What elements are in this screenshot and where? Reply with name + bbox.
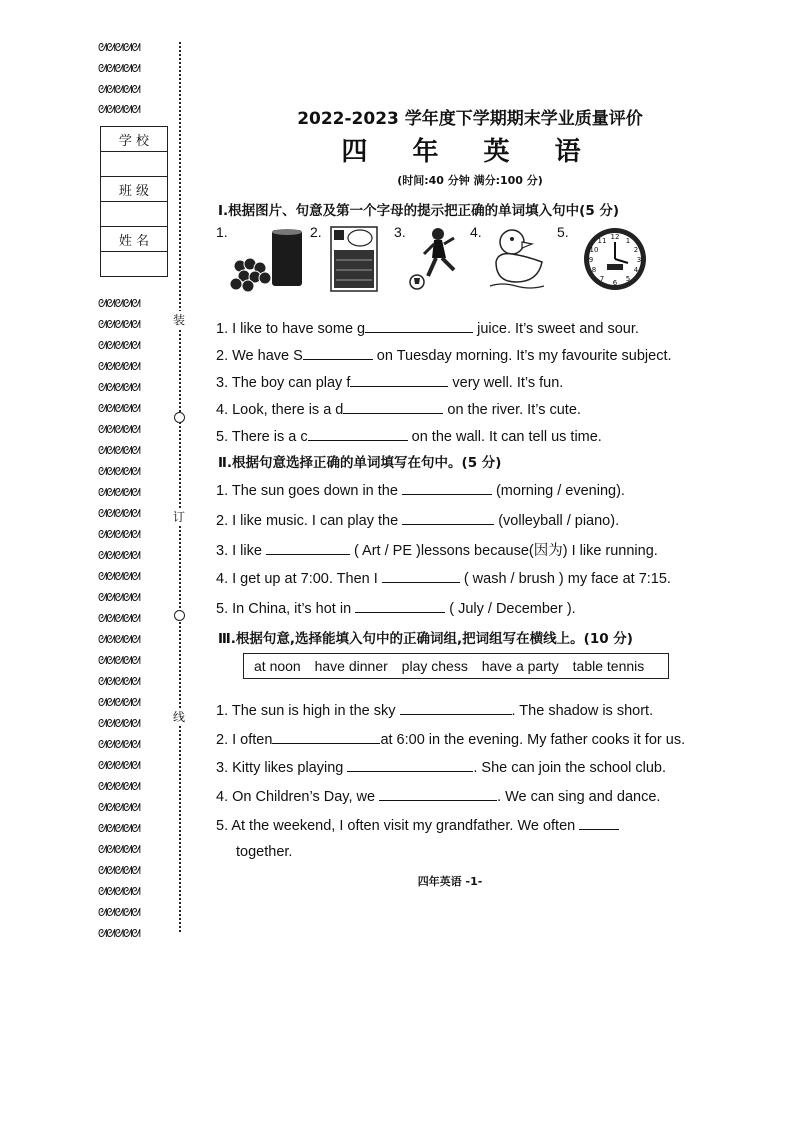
s2-question-2: 2. I like music. I can play the (volleyball / piano). [216, 510, 619, 529]
s3-question-3: 3. Kitty likes playing . She can join the school club. [216, 757, 666, 776]
s1-question-1: 1. I like to have some g juice. It’s sweet and sour. [216, 318, 639, 337]
wave-decoration: ᘛᘛᘛᘛᘛ [98, 465, 140, 478]
picture-number: 5. [557, 224, 569, 240]
word-bank-item: table tennis [572, 658, 645, 674]
schedule-icon [330, 226, 378, 297]
wave-decoration: ᘛᘛᘛᘛᘛ [98, 444, 140, 457]
s3-question-2: 2. I often at 6:00 in the evening. My father cooks it for us. [216, 729, 685, 748]
wave-decoration: ᘛᘛᘛᘛᘛ [98, 423, 140, 436]
answer-blank[interactable] [379, 786, 497, 801]
wave-decoration: ᘛᘛᘛᘛᘛ [98, 843, 140, 856]
wave-decoration: ᘛᘛᘛᘛᘛ [98, 591, 140, 604]
school-label: 学 校 [101, 127, 168, 152]
s1-question-2: 2. We have S on Tuesday morning. It’s my favourite subject. [216, 345, 672, 364]
word-bank-item: have a party [481, 658, 559, 674]
picture-number: 3. [394, 224, 406, 240]
svg-text:9: 9 [588, 256, 594, 264]
picture-number: 2. [310, 224, 322, 240]
wave-decoration: ᘛᘛᘛᘛᘛ [98, 675, 140, 688]
wave-decoration: ᘛᘛᘛᘛᘛ [98, 633, 140, 646]
s2-question-1: 1. The sun goes down in the (morning / evening). [216, 480, 625, 499]
student-info-table [100, 126, 168, 277]
answer-blank[interactable] [350, 372, 448, 387]
answer-blank[interactable] [382, 568, 460, 583]
svg-text:7: 7 [599, 275, 605, 283]
answer-blank[interactable] [365, 318, 473, 333]
s2-question-3: 3. I like ( Art / PE )lessons because(因为) I like running. [216, 539, 658, 560]
page-footer: 四年英语 -1- [417, 875, 483, 888]
word-bank-item: at noon [254, 658, 301, 674]
svg-text:4: 4 [633, 266, 639, 274]
svg-text:3: 3 [636, 256, 642, 264]
binding-char-ding: 订 [173, 510, 186, 524]
picture-number: 4. [470, 224, 482, 240]
answer-blank[interactable] [308, 426, 408, 441]
wave-decoration: ᘛᘛᘛᘛᘛ [98, 103, 140, 116]
answer-blank[interactable] [303, 345, 373, 360]
s3-question-4: 4. On Children’s Day, we . We can sing and dance. [216, 786, 660, 805]
section1-heading: Ⅰ.根据图片、句意及第一个字母的提示把正确的单词填入句中(5 分) [218, 203, 620, 219]
svg-text:1: 1 [625, 237, 631, 245]
football-player-icon [406, 226, 466, 297]
word-bank-item: play chess [401, 658, 468, 674]
wave-decoration: ᘛᘛᘛᘛᘛ [98, 927, 140, 940]
wave-decoration: ᘛᘛᘛᘛᘛ [98, 885, 140, 898]
section3-heading: Ⅲ.根据句意,选择能填入句中的正确词组,把词组写在横线上。(10 分) [218, 631, 633, 647]
class-label: 班 级 [101, 177, 168, 202]
wave-decoration: ᘛᘛᘛᘛᘛ [98, 822, 140, 835]
answer-blank[interactable] [402, 480, 492, 495]
wave-decoration: ᘛᘛᘛᘛᘛ [98, 507, 140, 520]
clock-icon [578, 226, 652, 297]
wave-decoration: ᘛᘛᘛᘛᘛ [98, 570, 140, 583]
wave-decoration: ᘛᘛᘛᘛᘛ [98, 759, 140, 772]
subject-title: 四 年 英 语 [341, 137, 599, 167]
answer-blank[interactable] [347, 757, 473, 772]
s3-question-5: 5. At the weekend, I often visit my grandfather. We often [216, 815, 619, 834]
wave-decoration: ᘛᘛᘛᘛᘛ [98, 297, 140, 310]
class-field [101, 202, 168, 227]
wave-decoration: ᘛᘛᘛᘛᘛ [98, 717, 140, 730]
answer-blank[interactable] [402, 510, 494, 525]
binding-char-zhuang: 装 [173, 313, 186, 327]
svg-text:6: 6 [612, 279, 618, 287]
wave-decoration: ᘛᘛᘛᘛᘛ [98, 906, 140, 919]
wave-decoration: ᘛᘛᘛᘛᘛ [98, 318, 140, 331]
name-field [101, 252, 168, 277]
answer-blank[interactable] [355, 598, 445, 613]
binding-dotted-line [179, 42, 181, 932]
grape-juice-icon [226, 226, 308, 297]
wave-decoration: ᘛᘛᘛᘛᘛ [98, 83, 140, 96]
wave-decoration: ᘛᘛᘛᘛᘛ [98, 381, 140, 394]
wave-decoration: ᘛᘛᘛᘛᘛ [98, 738, 140, 751]
wave-decoration: ᘛᘛᘛᘛᘛ [98, 612, 140, 625]
exam-title: 2022-2023 学年度下学期期末学业质量评价 [297, 109, 643, 129]
answer-blank[interactable] [343, 399, 443, 414]
s2-question-5: 5. In China, it’s hot in ( July / December ). [216, 598, 576, 617]
section2-heading: Ⅱ.根据句意选择正确的单词填写在句中。(5 分) [218, 455, 502, 471]
binding-hole-icon [174, 610, 185, 621]
wave-decoration: ᘛᘛᘛᘛᘛ [98, 801, 140, 814]
binding-hole-icon [174, 412, 185, 423]
s3-question-5-continuation: together. [236, 844, 293, 860]
answer-blank[interactable] [272, 729, 380, 744]
wave-decoration: ᘛᘛᘛᘛᘛ [98, 528, 140, 541]
wave-decoration: ᘛᘛᘛᘛᘛ [98, 780, 140, 793]
answer-blank[interactable] [266, 540, 350, 555]
wave-decoration: ᘛᘛᘛᘛᘛ [98, 654, 140, 667]
wave-decoration: ᘛᘛᘛᘛᘛ [98, 339, 140, 352]
wave-decoration: ᘛᘛᘛᘛᘛ [98, 62, 140, 75]
wave-decoration: ᘛᘛᘛᘛᘛ [98, 696, 140, 709]
s1-question-4: 4. Look, there is a d on the river. It’s cute. [216, 399, 581, 418]
name-label: 姓 名 [101, 227, 168, 252]
wave-decoration: ᘛᘛᘛᘛᘛ [98, 41, 140, 54]
s3-question-1: 1. The sun is high in the sky . The shadow is short. [216, 700, 653, 719]
picture-number: 1. [216, 224, 228, 240]
svg-text:5: 5 [625, 275, 631, 283]
svg-text:11: 11 [597, 237, 607, 245]
wave-decoration: ᘛᘛᘛᘛᘛ [98, 402, 140, 415]
word-bank-box [243, 653, 669, 679]
school-field [101, 152, 168, 177]
wave-decoration: ᘛᘛᘛᘛᘛ [98, 360, 140, 373]
wave-decoration: ᘛᘛᘛᘛᘛ [98, 549, 140, 562]
s2-question-4: 4. I get up at 7:00. Then I ( wash / brush ) my face at 7:15. [216, 568, 671, 587]
svg-text:12: 12 [610, 233, 620, 241]
svg-text:10: 10 [589, 246, 599, 254]
wave-decoration: ᘛᘛᘛᘛᘛ [98, 486, 140, 499]
svg-text:2: 2 [633, 246, 639, 254]
duck-icon [486, 226, 548, 297]
word-bank-item: have dinner [314, 658, 388, 674]
s1-question-5: 5. There is a c on the wall. It can tell us time. [216, 426, 602, 445]
answer-blank[interactable] [400, 700, 512, 715]
answer-blank[interactable] [579, 815, 619, 830]
svg-text:8: 8 [591, 266, 597, 274]
binding-char-xian: 线 [173, 710, 186, 724]
s1-question-3: 3. The boy can play f very well. It’s fun. [216, 372, 563, 391]
exam-meta: (时间:40 分钟 满分:100 分) [397, 174, 543, 187]
wave-decoration: ᘛᘛᘛᘛᘛ [98, 864, 140, 877]
